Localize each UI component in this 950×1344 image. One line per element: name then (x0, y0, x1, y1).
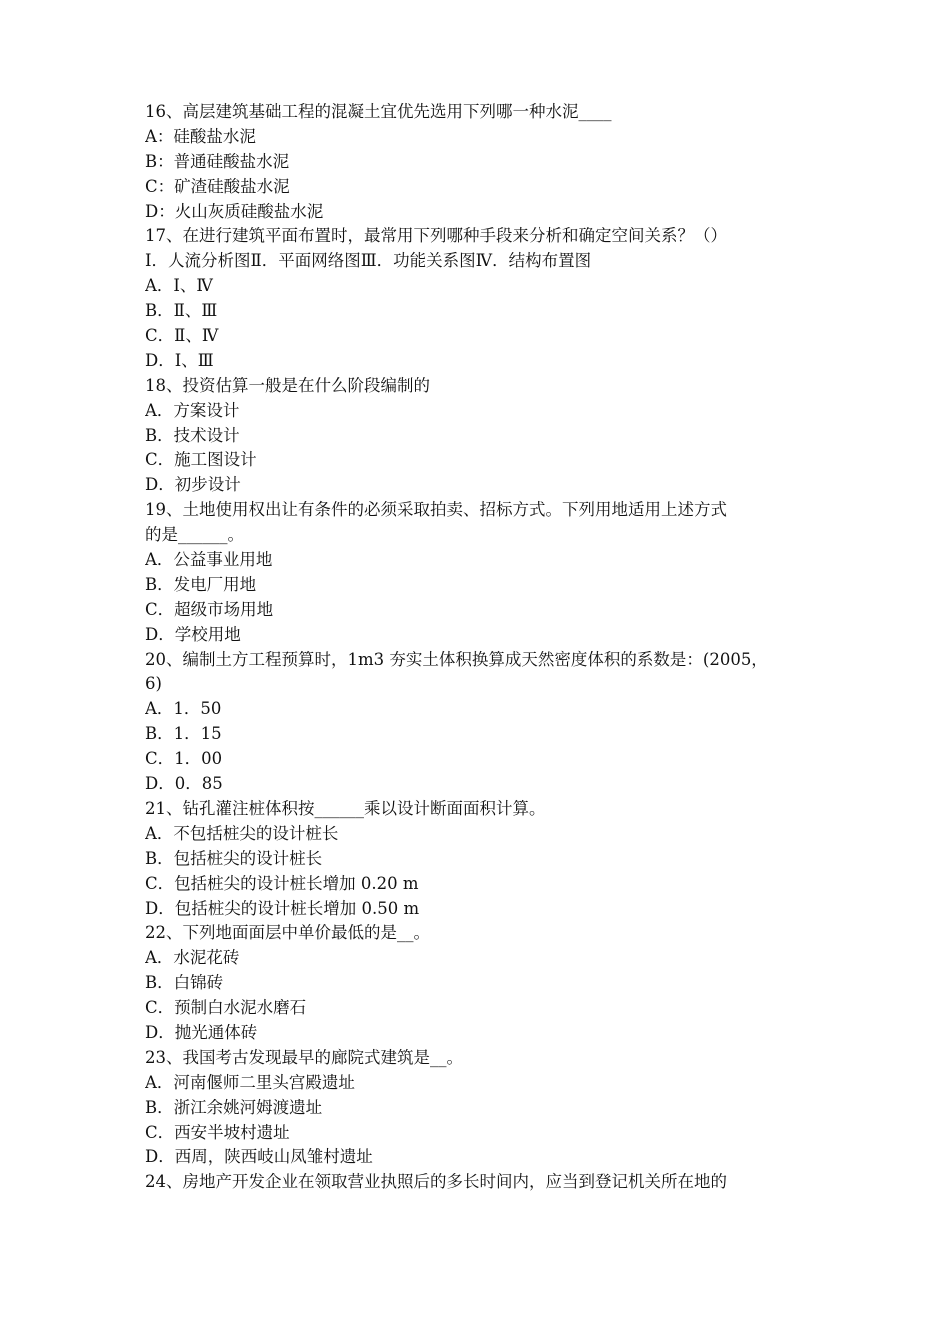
text-line: 的是______。 (145, 525, 244, 545)
text-line: A．1．50 (145, 699, 222, 719)
text-line: C．施工图设计 (145, 450, 257, 470)
text-line: C．预制白水泥水磨石 (145, 998, 307, 1018)
text-line: 20、编制土方工程预算时，1m3 夯实土体积换算成天然密度体积的系数是：(2005， (145, 649, 768, 669)
text-line: A．方案设计 (145, 400, 240, 420)
text-line: 19、土地使用权出让有条件的必须采取拍卖、招标方式。下列用地适用上述方式 (145, 500, 727, 520)
text-line: C．超级市场用地 (145, 599, 274, 619)
text-line: B．包括桩尖的设计桩长 (145, 848, 323, 868)
text-line: C．包括桩尖的设计桩长增加 0.20 m (145, 873, 419, 893)
text-line: D．Ⅰ、Ⅲ (145, 350, 214, 370)
text-line: D．学校用地 (145, 624, 241, 644)
text-line: 21、钻孔灌注桩体积按______乘以设计断面面积计算。 (145, 798, 546, 818)
text-line: Ⅰ．人流分析图Ⅱ．平面网络图Ⅲ．功能关系图Ⅳ．结构布置图 (145, 251, 592, 271)
text-line: D．抛光通体砖 (145, 1022, 258, 1042)
text-line: B．技术设计 (145, 425, 240, 445)
text-line: 22、下列地面面层中单价最低的是__。 (145, 923, 430, 943)
text-line: 6) (145, 674, 162, 694)
text-line: B．Ⅱ、Ⅲ (145, 301, 218, 321)
text-line: 24、房地产开发企业在领取营业执照后的多长时间内，应当到登记机关所在地的 (145, 1172, 727, 1192)
text-line: B．1．15 (145, 724, 222, 744)
text-line: D．包括桩尖的设计桩长增加 0.50 m (145, 898, 420, 918)
text-line: D．0．85 (145, 774, 223, 794)
text-line: B．白锦砖 (145, 973, 224, 993)
text-line: 23、我国考古发现最早的廊院式建筑是__。 (145, 1047, 463, 1067)
text-line: A．公益事业用地 (145, 550, 273, 570)
text-line: C．西安半坡村遗址 (145, 1122, 290, 1142)
text-line: C．Ⅱ、Ⅳ (145, 326, 219, 346)
text-line: 18、投资估算一般是在什么阶段编制的 (145, 375, 430, 395)
text-line: B．浙江余姚河姆渡遗址 (145, 1097, 323, 1117)
text-line: A．Ⅰ、Ⅳ (145, 276, 213, 296)
text-line: D．西周，陕西岐山凤雏村遗址 (145, 1147, 373, 1167)
text-line: A．不包括桩尖的设计桩长 (145, 823, 339, 843)
text-line: A：硅酸盐水泥 (145, 126, 256, 146)
text-line: A．河南偃师二里头宫殿遗址 (145, 1072, 355, 1092)
text-line: C：矿渣硅酸盐水泥 (145, 176, 290, 196)
text-line: C．1．00 (145, 749, 223, 769)
text-line: A．水泥花砖 (145, 948, 240, 968)
question-list (145, 100, 810, 1195)
text-line: B．发电厂用地 (145, 574, 257, 594)
text-line: D．初步设计 (145, 475, 241, 495)
text-line: 17、在进行建筑平面布置时，最常用下列哪种手段来分析和确定空间关系？（） (145, 226, 727, 246)
text-line: 16、高层建筑基础工程的混凝土宜优先选用下列哪一种水泥____ (145, 102, 612, 121)
text-line: D：火山灰质硅酸盐水泥 (145, 201, 324, 221)
text-line: B：普通硅酸盐水泥 (145, 151, 290, 171)
